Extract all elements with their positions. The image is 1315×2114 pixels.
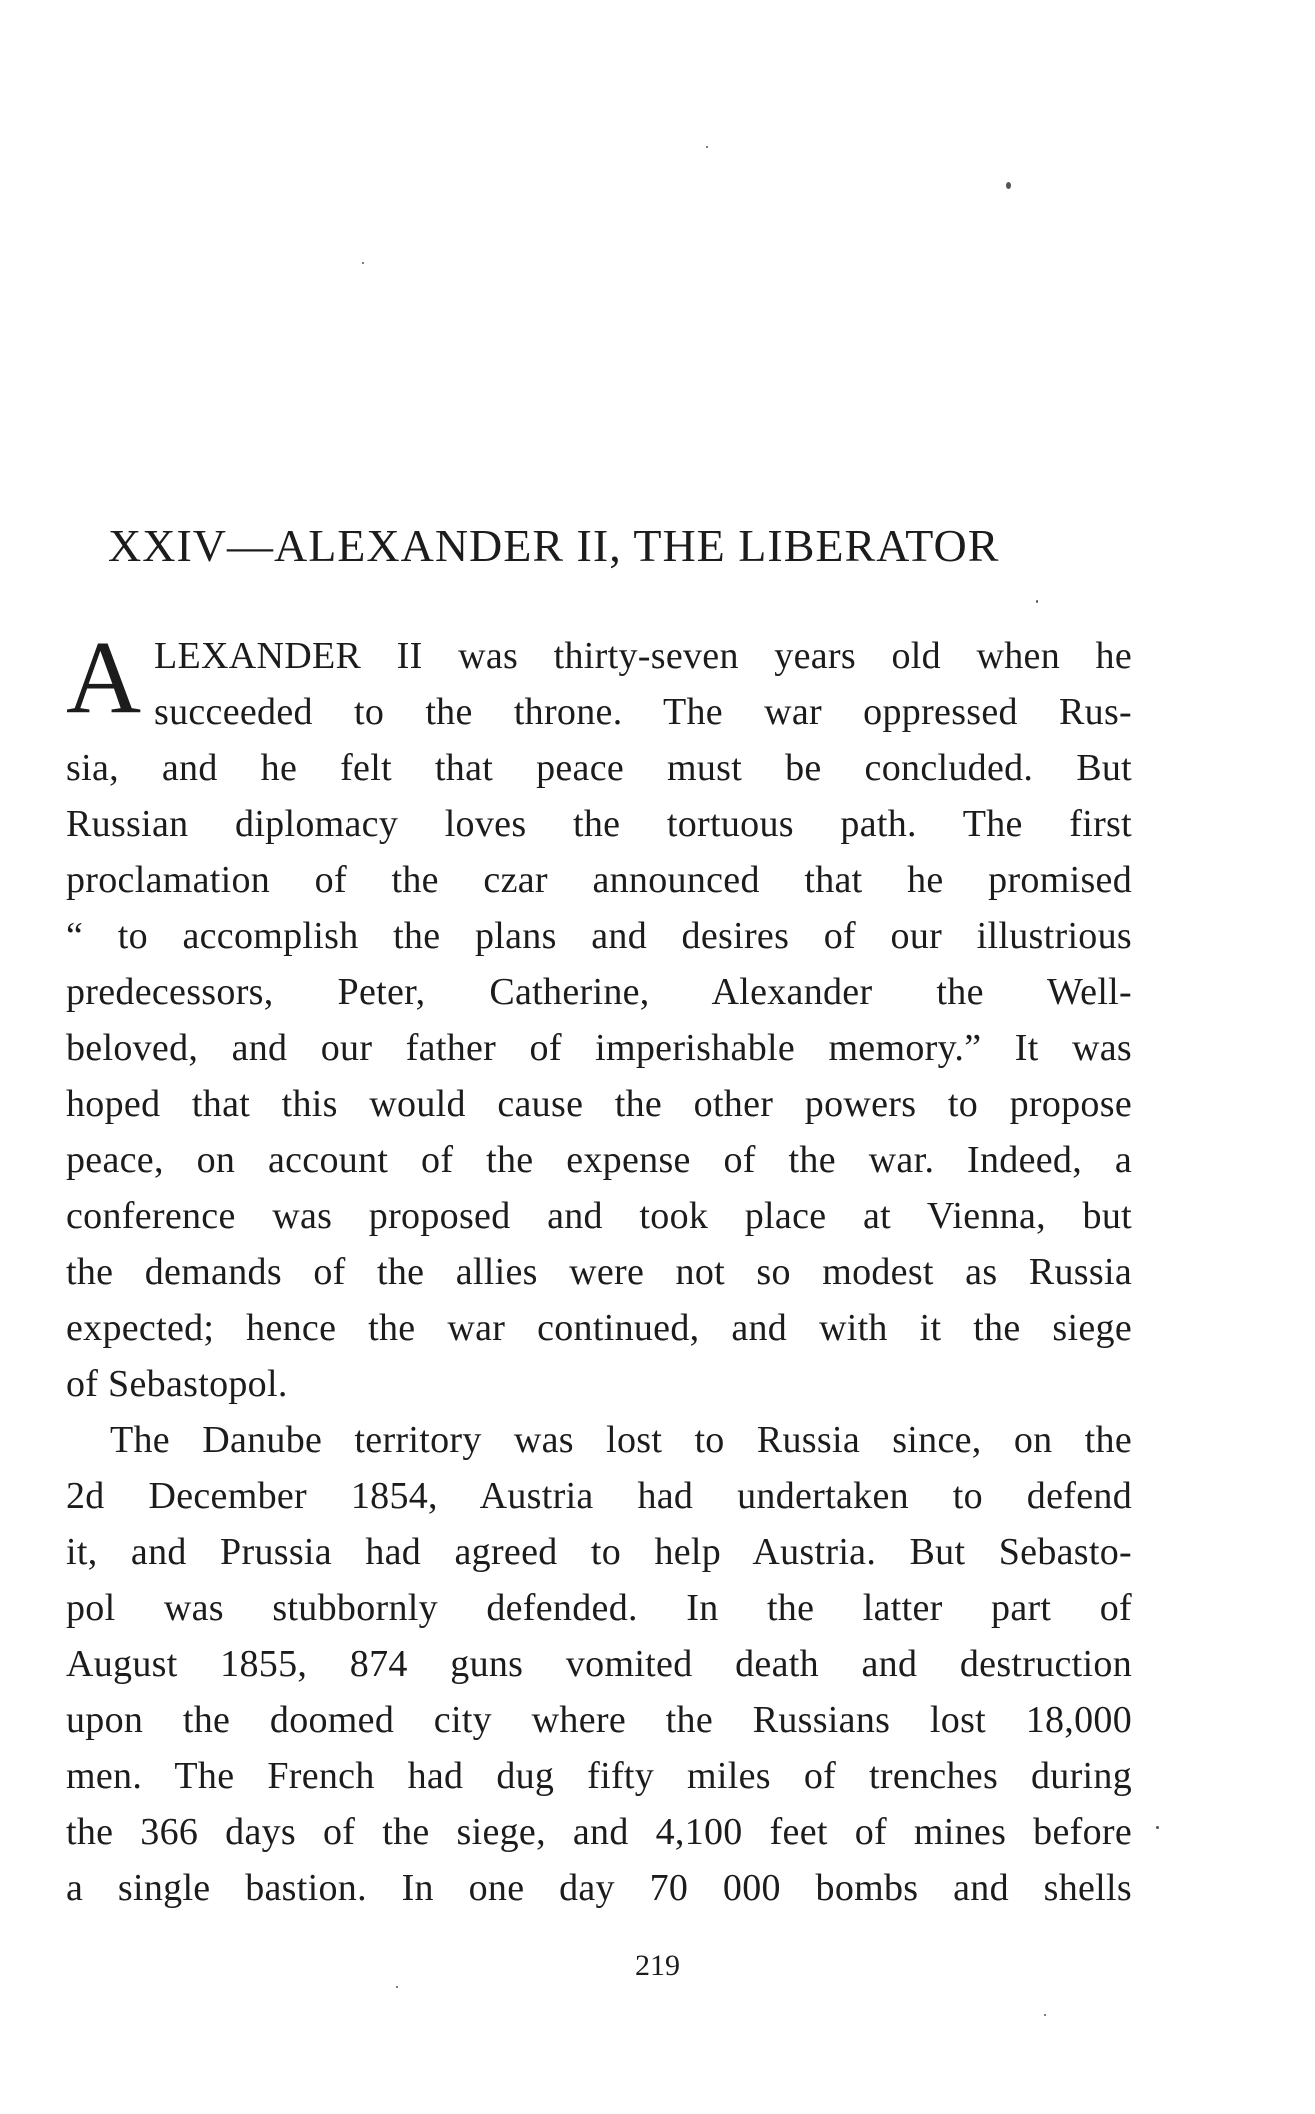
text-line: beloved, and our father of imperishable memory.” It was [66,1027,1132,1069]
text-line: it, and Prussia had agreed to help Austria. But Sebasto- [66,1531,1132,1573]
scan-speck [362,262,364,264]
text-line: men. The French had dug fifty miles of trenches during [66,1755,1132,1797]
scan-speck [396,1986,398,1988]
text-line: The Danube territory was lost to Russia since, on the [110,1419,1132,1461]
text-line: proclamation of the czar announced that he promised [66,859,1132,901]
text-line: pol was stubbornly defended. In the latter part of [66,1587,1132,1629]
text-line: the 366 days of the siege, and 4,100 feet of mines before [66,1811,1132,1853]
text-line: of Sebastopol. [66,1363,288,1405]
text-line: LEXANDER II was thirty-seven years old when he [154,635,1132,677]
text-line: conference was proposed and took place at Vienna, but [66,1195,1132,1237]
text-line: expected; hence the war continued, and with it the siege [66,1307,1132,1349]
text-line: succeeded to the throne. The war oppressed Rus- [154,691,1132,733]
text-line: a single bastion. In one day 70 000 bombs and shells [66,1867,1132,1909]
text-line: predecessors, Peter, Catherine, Alexander the Well- [66,971,1132,1013]
text-line: August 1855, 874 guns vomited death and destruction [66,1643,1132,1685]
text-line: “ to accomplish the plans and desires of our illustrious [66,915,1132,957]
scan-speck [1036,600,1038,603]
scan-speck [706,146,708,148]
text-line: hoped that this would cause the other powers to propose [66,1083,1132,1125]
paragraph-2 [66,1412,1132,1916]
page-number: 219 [635,1949,680,1982]
text-line: upon the doomed city where the Russians lost 18,000 [66,1699,1132,1741]
text-line: 2d December 1854, Austria had undertaken to defend [66,1475,1132,1517]
text-line: peace, on account of the expense of the war. Indeed, a [66,1139,1132,1181]
drop-cap: A [66,620,142,735]
body-text [66,620,1132,1916]
scan-speck [1044,2014,1046,2016]
text-line: sia, and he felt that peace must be concluded. But [66,747,1132,789]
scan-speck [1156,1826,1159,1829]
paragraph-1 [66,620,1132,1412]
scan-speck [1006,182,1011,189]
text-line: Russian diplomacy loves the tortuous path. The first [66,803,1132,845]
chapter-heading: XXIV—ALEXANDER II, THE LIBERATOR [108,520,1000,571]
text-line: the demands of the allies were not so modest as Russia [66,1251,1132,1293]
